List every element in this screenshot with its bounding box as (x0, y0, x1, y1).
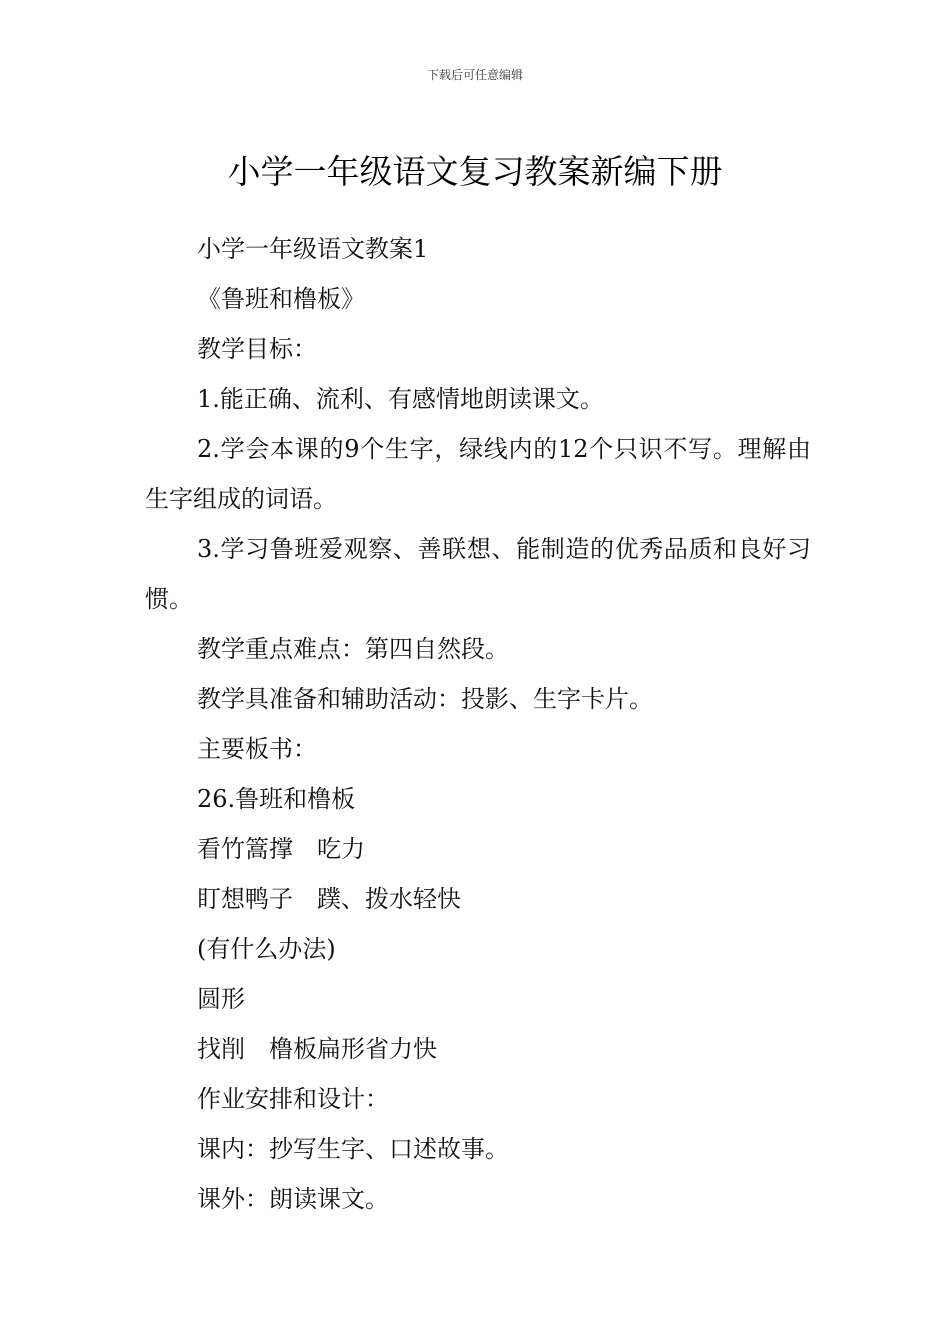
paragraph-board-heading: 主要板书： (197, 735, 317, 763)
document-body (145, 224, 811, 1224)
paragraph-board-line-2: 盯想鸭子 蹼、拨水轻快 (197, 885, 461, 913)
paragraph-board-line-4: 圆形 (197, 985, 245, 1013)
paragraph-homework-outclass: 课外：朗读课文。 (197, 1185, 389, 1213)
paragraph-materials: 教学具准备和辅助活动：投影、生字卡片。 (197, 685, 653, 713)
paragraph-board-title: 26.鲁班和橹板 (197, 785, 356, 813)
paragraph-goal-1: 1.能正确、流利、有感情地朗读课文。 (197, 385, 604, 413)
paragraph-key-points: 教学重点难点：第四自然段。 (197, 635, 509, 663)
paragraph-goal-2: 2.学会本课的9个生字，绿线内的12个只识不写。理解由生字组成的词语。 (145, 435, 811, 513)
paragraph-board-line-1: 看竹篙撑 吃力 (197, 835, 365, 863)
paragraph-goal-3: 3.学习鲁班爱观察、善联想、能制造的优秀品质和良好习惯。 (145, 535, 811, 613)
paragraph-lesson-heading: 小学一年级语文教案1 (197, 235, 429, 263)
paragraph-goals-heading: 教学目标： (197, 335, 317, 363)
paragraph-board-line-3: (有什么办法) (197, 935, 336, 963)
document-title: 小学一年级语文复习教案新编下册 (227, 152, 723, 192)
paragraph-lesson-title: 《鲁班和橹板》 (197, 285, 365, 313)
paragraph-homework-inclass: 课内：抄写生字、口述故事。 (197, 1135, 509, 1163)
page-header-note: 下载后可任意编辑 (426, 68, 523, 82)
paragraph-board-line-5: 找削 橹板扁形省力快 (197, 1035, 437, 1063)
paragraph-homework-heading: 作业安排和设计： (197, 1085, 389, 1113)
